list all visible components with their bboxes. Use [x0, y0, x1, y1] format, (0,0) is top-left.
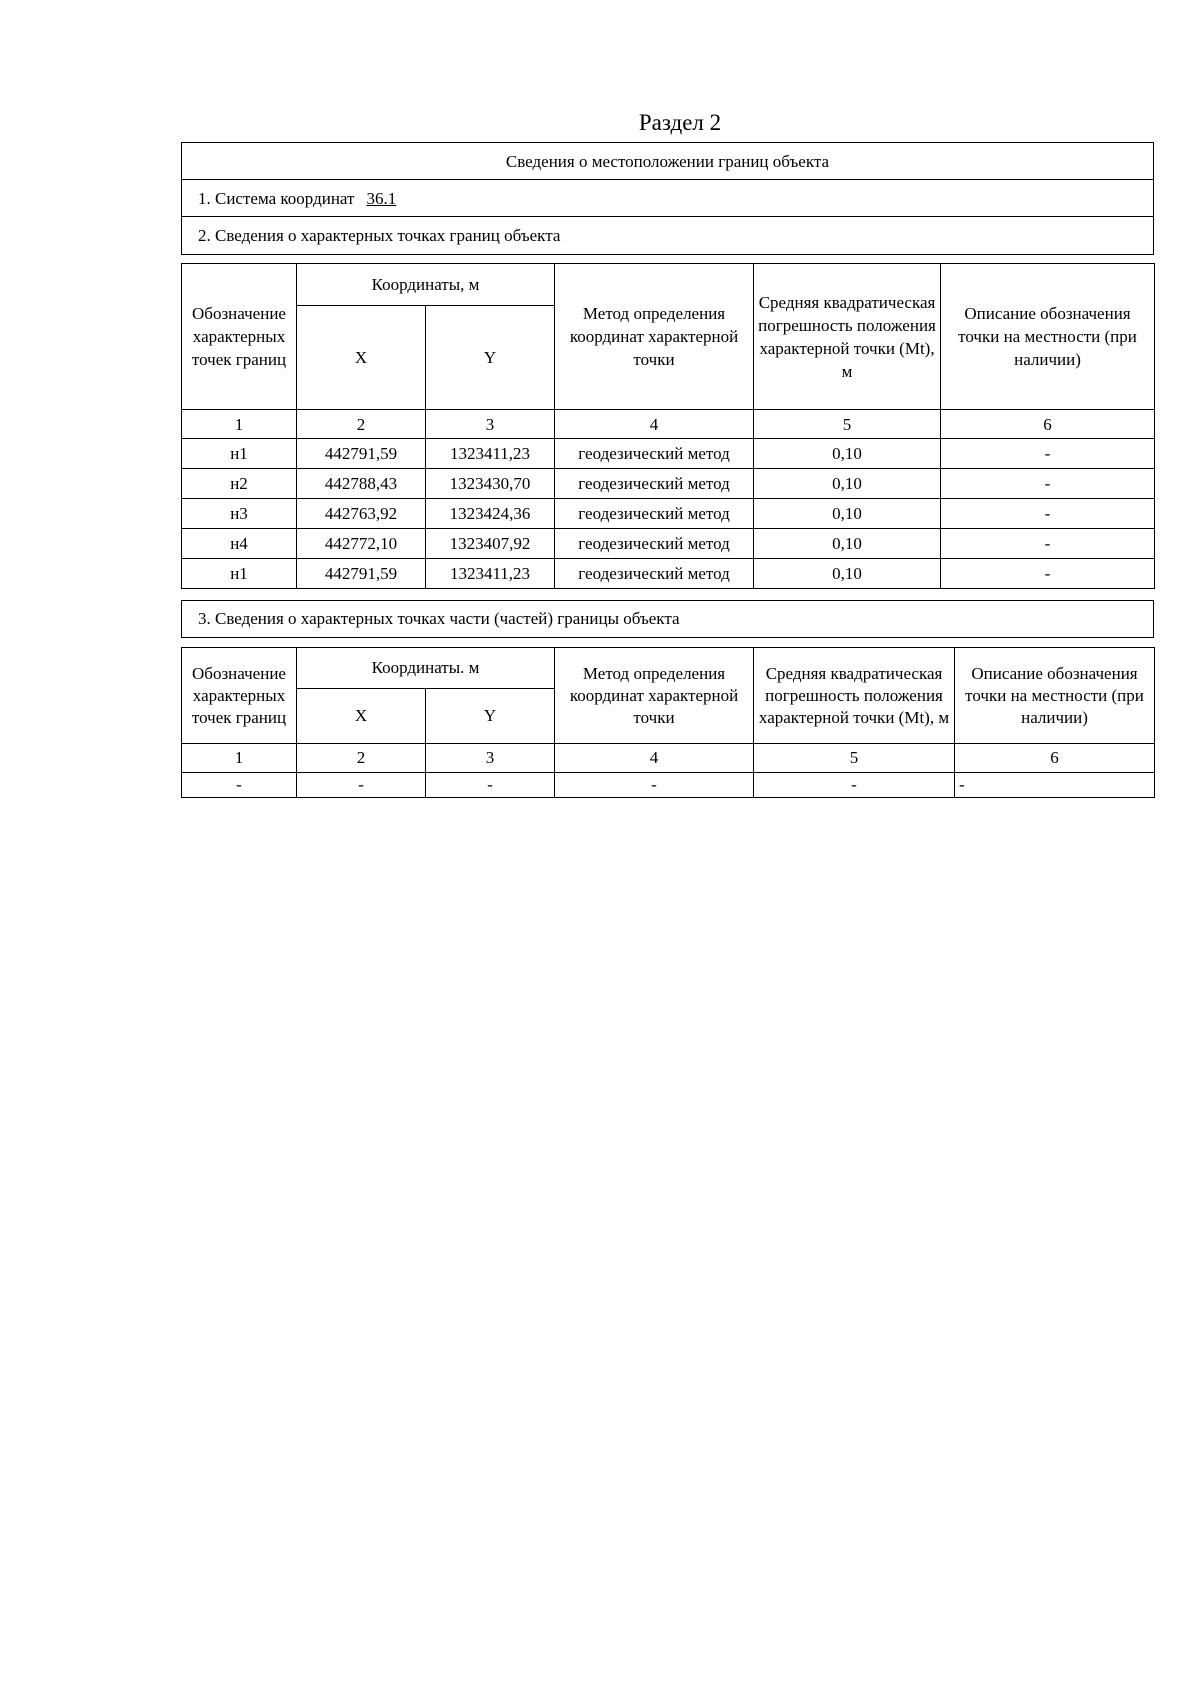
col-header-description: Описание обозначения точки на местности (при наличии)	[941, 264, 1155, 410]
coord-y: 1323411,23	[426, 439, 555, 469]
point-designation: -	[182, 773, 297, 798]
coord-x: 442791,59	[297, 559, 426, 589]
col-header-method: Метод определения координат характерной точки	[555, 264, 754, 410]
column-number: 2	[297, 744, 426, 773]
coord-x: 442788,43	[297, 469, 426, 499]
column-number: 2	[297, 410, 426, 439]
col-header-x: X	[297, 306, 426, 410]
boundary-points-table	[181, 263, 1155, 589]
method: геодезический метод	[555, 469, 754, 499]
column-number: 6	[955, 744, 1155, 773]
coordinate-system-row	[182, 180, 1153, 217]
table-row	[182, 773, 1155, 798]
column-number: 1	[182, 744, 297, 773]
error: 0,10	[754, 529, 941, 559]
col-header-x: X	[297, 689, 426, 744]
coordinate-system-label: 1. Система координат	[198, 189, 355, 208]
coord-y: 1323424,36	[426, 499, 555, 529]
error: 0,10	[754, 439, 941, 469]
column-number: 6	[941, 410, 1155, 439]
col-header-y: Y	[426, 689, 555, 744]
coord-x: -	[297, 773, 426, 798]
description: -	[941, 559, 1155, 589]
column-number: 4	[555, 744, 754, 773]
section-title: Раздел 2	[638, 110, 722, 135]
coordinate-system-value: 36.1	[366, 189, 397, 208]
method: -	[555, 773, 754, 798]
error: 0,10	[754, 559, 941, 589]
coord-x: 442791,59	[297, 439, 426, 469]
coord-y: -	[426, 773, 555, 798]
col-header-description: Описание обозначения точки на местности (при наличии)	[955, 648, 1155, 744]
boundary-info-header	[181, 142, 1154, 255]
method: геодезический метод	[555, 529, 754, 559]
description: -	[941, 499, 1155, 529]
column-number: 5	[754, 744, 955, 773]
point-designation: н2	[182, 469, 297, 499]
table-row	[182, 559, 1155, 589]
point-designation: н1	[182, 559, 297, 589]
col-header-designation: Обозначение характерных точек границ	[182, 264, 297, 410]
method: геодезический метод	[555, 559, 754, 589]
table-row	[182, 529, 1155, 559]
method: геодезический метод	[555, 499, 754, 529]
table-row	[182, 499, 1155, 529]
table-row	[182, 439, 1155, 469]
description: -	[955, 773, 1155, 798]
column-number-row	[182, 410, 1155, 439]
column-number: 5	[754, 410, 941, 439]
method: геодезический метод	[555, 439, 754, 469]
column-number: 4	[555, 410, 754, 439]
description: -	[941, 529, 1155, 559]
col-header-designation: Обозначение характерных точек границ	[182, 648, 297, 744]
points-section-title: 2. Сведения о характерных точках границ объекта	[198, 226, 561, 245]
part-points-section-title: 3. Сведения о характерных точках части (частей) границы объекта	[181, 600, 1154, 638]
col-header-error: Средняя квадратическая погрешность положения характерной точки (Mt), м	[754, 648, 955, 744]
point-designation: н1	[182, 439, 297, 469]
table-row	[182, 469, 1155, 499]
col-header-method: Метод определения координат характерной точки	[555, 648, 754, 744]
description: -	[941, 439, 1155, 469]
point-designation: н4	[182, 529, 297, 559]
column-number: 3	[426, 410, 555, 439]
column-number-row	[182, 744, 1155, 773]
coord-y: 1323411,23	[426, 559, 555, 589]
coord-y: 1323430,70	[426, 469, 555, 499]
description: -	[941, 469, 1155, 499]
part-boundary-points-table	[181, 647, 1155, 798]
error: 0,10	[754, 469, 941, 499]
error: 0,10	[754, 499, 941, 529]
error: -	[754, 773, 955, 798]
coord-y: 1323407,92	[426, 529, 555, 559]
col-header-coordinates: Координаты, м	[297, 264, 555, 306]
point-designation: н3	[182, 499, 297, 529]
col-header-y: Y	[426, 306, 555, 410]
coord-x: 442772,10	[297, 529, 426, 559]
coord-x: 442763,92	[297, 499, 426, 529]
info-title: Сведения о местоположении границ объекта	[182, 143, 1153, 180]
col-header-coordinates: Координаты. м	[297, 648, 555, 689]
column-number: 1	[182, 410, 297, 439]
column-number: 3	[426, 744, 555, 773]
col-header-error: Средняя квадратическая погрешность положения характерной точки (Mt), м	[754, 264, 941, 410]
